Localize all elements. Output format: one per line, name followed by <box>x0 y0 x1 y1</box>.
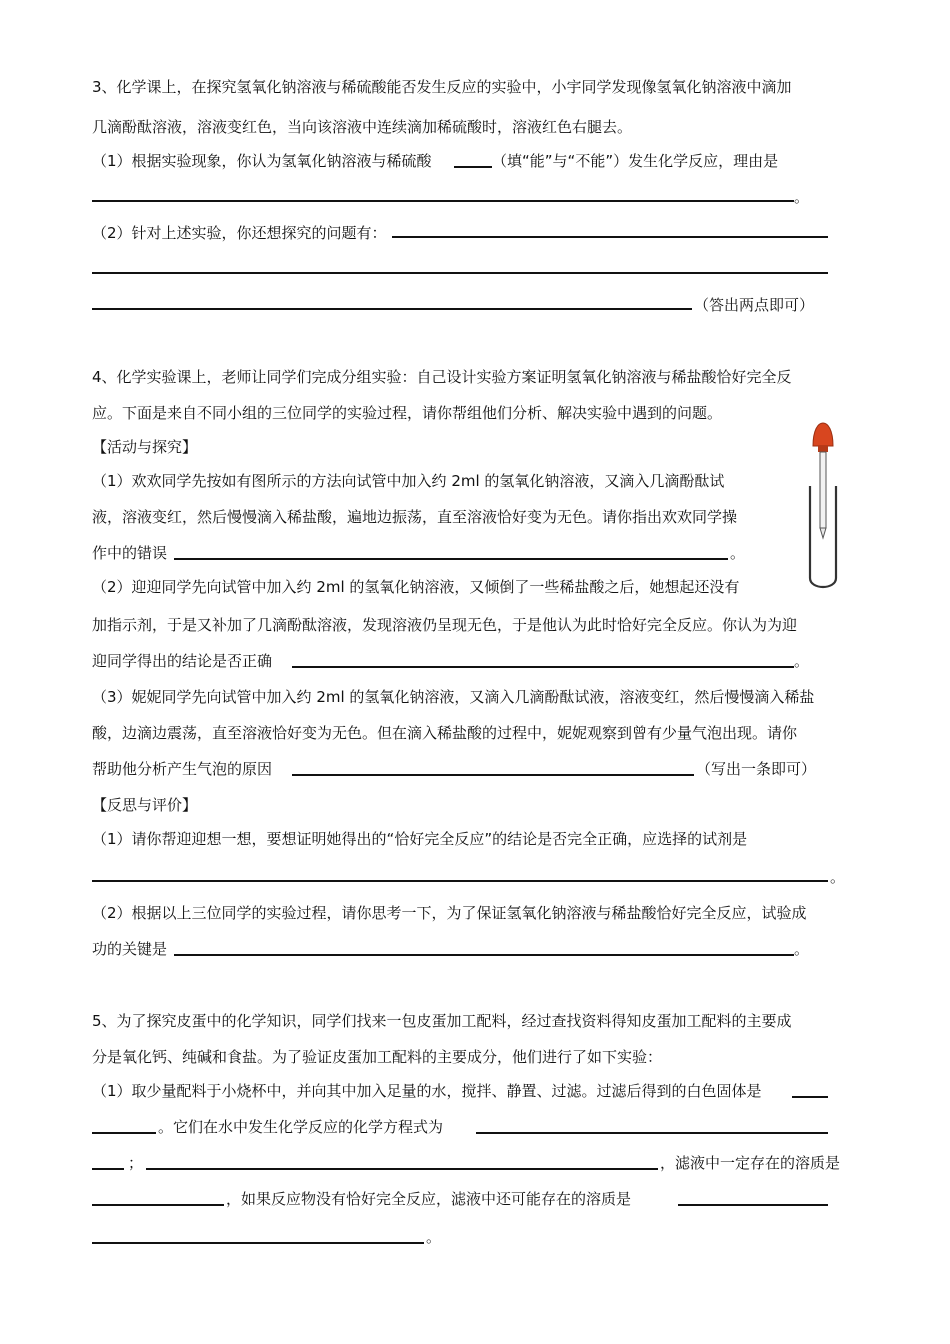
q4-r1-answer-line[interactable] <box>92 880 828 882</box>
q4-r2-line-2: 功的关键是 <box>92 940 168 958</box>
q4-a1-line-1: （1）欢欢同学先按如有图所示的方法向试管中加入约 2ml 的氢氧化钠溶液，又滴入几滴酚酞试 <box>92 472 725 490</box>
q3-part1-blank-can[interactable] <box>454 166 492 168</box>
q4-a1-period: 。 <box>730 544 746 562</box>
q4-a2-period: 。 <box>794 652 810 670</box>
q4-line-1: 4、化学实验课上，老师让同学们完成分组实验：自己设计实验方案证明氢氧化钠溶液与稀盐酸恰好完全反 <box>92 368 792 386</box>
test-tube-dropper-icon <box>796 418 850 598</box>
q3-part2-note: （答出两点即可） <box>694 296 815 314</box>
q5-part1-line-3-tail: ，滤液中一定存在的溶质是 <box>660 1154 841 1172</box>
q4-r2-answer-line[interactable] <box>174 954 794 956</box>
q4-r2-period: 。 <box>794 940 810 958</box>
q5-solute-certain-blank[interactable] <box>92 1204 224 1206</box>
q5-line-2: 分是氧化钙、纯碱和食盐。为了验证皮蛋加工配料的主要成分，他们进行了如下实验： <box>92 1048 663 1066</box>
q4-r2-line-1: （2）根据以上三位同学的实验过程，请你思考一下，为了保证氢氧化钠溶液与稀盐酸恰好完全反应，试验成 <box>92 904 807 922</box>
q4-a2-line-3: 迎同学得出的结论是否正确 <box>92 652 273 670</box>
q3-part2-answer-line-3[interactable] <box>92 308 692 310</box>
q5-white-solid-blank-a[interactable] <box>792 1096 828 1098</box>
q5-equation-2-blank[interactable] <box>146 1168 658 1170</box>
q3-line-1: 3、化学课上，在探究氢氧化钠溶液与稀硫酸能否发生反应的实验中，小宇同学发现像氢氧化钠溶液中滴加 <box>92 78 792 96</box>
q3-part2-text: （2）针对上述实验，你还想探究的问题有： <box>92 224 387 242</box>
q4-a2-answer-line[interactable] <box>292 666 794 668</box>
q4-a3-line-3: 帮助他分析产生气泡的原因 <box>92 760 273 778</box>
q4-line-2: 应。下面是来自不同小组的三位同学的实验过程，请你帮组他们分析、解决实验中遇到的问题。 <box>92 404 723 422</box>
q4-section-activity: 【活动与探究】 <box>92 438 198 456</box>
q4-a2-line-2: 加指示剂，于是又补加了几滴酚酞溶液，发现溶液仍呈现无色，于是他认为此时恰好完全反应。你认为为迎 <box>92 616 798 634</box>
q3-part1-text-b: （填“能”与“不能”）发生化学反应，理由是 <box>492 152 779 170</box>
q5-solute-possible-blank-a[interactable] <box>678 1204 828 1206</box>
q4-a3-answer-line[interactable] <box>292 774 694 776</box>
q3-part2-answer-line-1[interactable] <box>392 236 828 238</box>
q5-white-solid-blank-b[interactable] <box>92 1132 156 1134</box>
q5-part1-line-1: （1）取少量配料于小烧杯中，并向其中加入足量的水，搅拌、静置、过滤。过滤后得到的白色固体是 <box>92 1082 762 1100</box>
q4-r1-period: 。 <box>830 868 846 886</box>
q4-a1-answer-line[interactable] <box>174 558 728 560</box>
q4-a1-line-2: 液，溶液变红，然后慢慢滴入稀盐酸，遍地边振荡，直至溶液恰好变为无色。请你指出欢欢同学操 <box>92 508 738 526</box>
q5-equation-blank-a[interactable] <box>476 1132 828 1134</box>
q4-section-reflection: 【反思与评价】 <box>92 796 198 814</box>
q4-a3-line-1: （3）妮妮同学先向试管中加入约 2ml 的氢氧化钠溶液，又滴入几滴酚酞试液，溶液变红，然后慢慢滴入稀盐 <box>92 688 815 706</box>
q5-part1-period: 。 <box>426 1228 442 1246</box>
q5-solute-possible-blank-b[interactable] <box>92 1242 424 1244</box>
q5-line-1: 5、为了探究皮蛋中的化学知识，同学们找来一包皮蛋加工配料，经过查找资料得知皮蛋加工配料的主要成 <box>92 1012 792 1030</box>
q4-a3-note: （写出一条即可） <box>696 760 817 778</box>
q3-line-2: 几滴酚酞溶液，溶液变红色，当向该溶液中连续滴加稀硫酸时，溶液红色右腿去。 <box>92 118 633 136</box>
q3-part1-text-a: （1）根据实验现象，你认为氢氧化钠溶液与稀硫酸 <box>92 152 432 170</box>
q3-part2-answer-line-2[interactable] <box>92 272 828 274</box>
q3-part1-period: 。 <box>794 188 810 206</box>
q5-equation-blank-b[interactable] <box>92 1168 124 1170</box>
q5-part1-line-2: 。它们在水中发生化学反应的化学方程式为 <box>158 1118 444 1136</box>
q4-a1-line-3: 作中的错误 <box>92 544 168 562</box>
q4-a2-line-1: （2）迎迎同学先向试管中加入约 2ml 的氢氧化钠溶液，又倾倒了一些稀盐酸之后，她想起还没有 <box>92 578 740 596</box>
q5-part1-separator: ； <box>128 1154 144 1172</box>
q4-r1-text: （1）请你帮迎迎想一想，要想证明她得出的“恰好完全反应”的结论是否完全正确，应选择的试剂是 <box>92 830 748 848</box>
q3-part1-answer-line[interactable] <box>92 200 794 202</box>
q4-a3-line-2: 酸，边滴边震荡，直至溶液恰好变为无色。但在滴入稀盐酸的过程中，妮妮观察到曾有少量气泡出现。请你 <box>92 724 798 742</box>
q5-part1-line-4: ，如果反应物没有恰好完全反应，滤液中还可能存在的溶质是 <box>226 1190 632 1208</box>
